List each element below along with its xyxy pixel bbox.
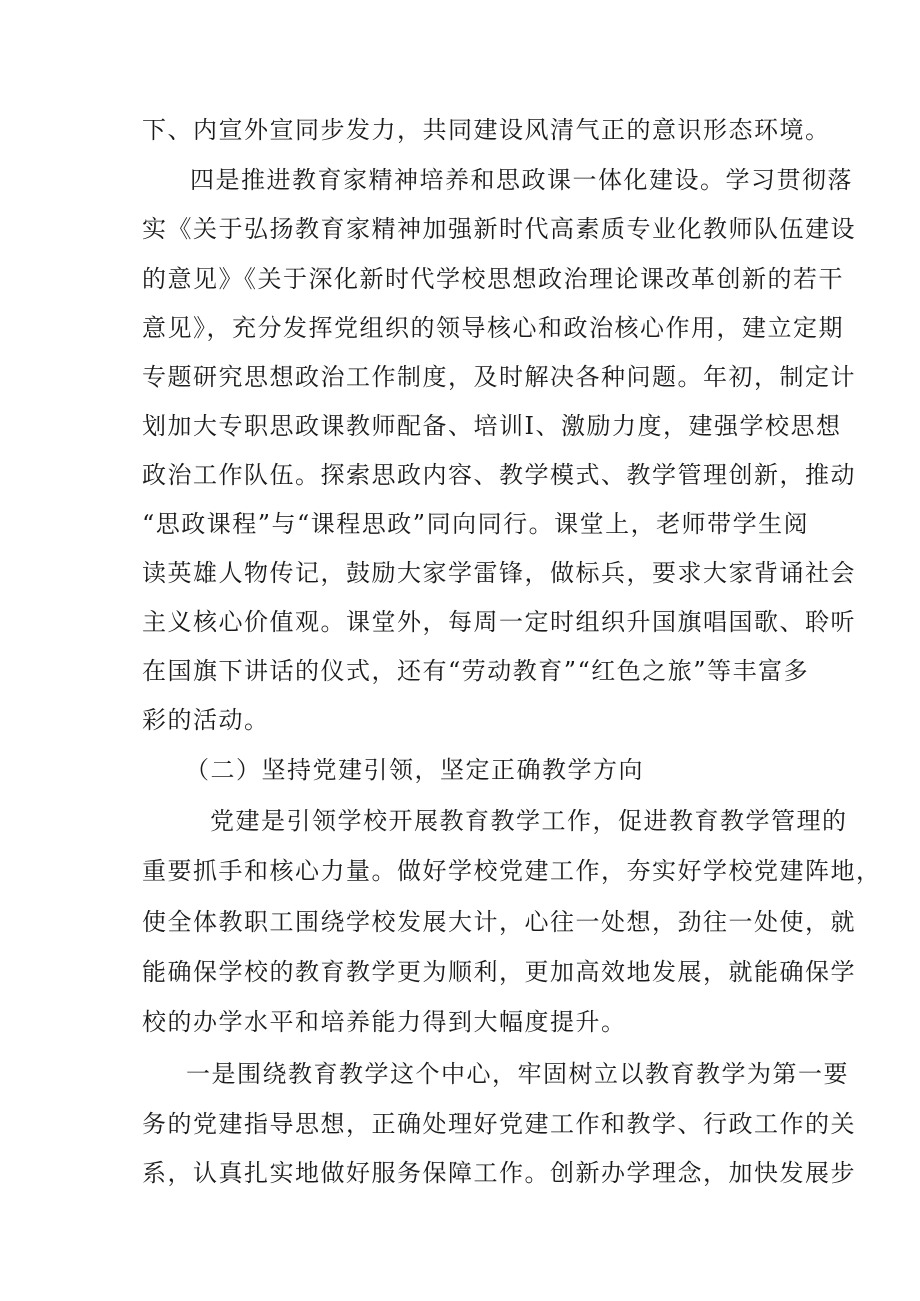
text-line: 务的党建指导思想，正确处理好党建工作和教学、行政工作的关 — [142, 1110, 856, 1138]
text-line: 政治工作队伍。探索思政内容、教学模式、教学管理创新，推动 — [142, 461, 856, 489]
text-line: 在国旗下讲话的仪式，还有“劳动教育”“红色之旅”等丰富多 — [142, 657, 810, 685]
text-line: 专题研究思想政治工作制度，及时解决各种问题。年初，制定计 — [142, 363, 856, 391]
text-line: 划加大专职思政课教师配备、培训I、激励力度，建强学校思想 — [142, 412, 842, 440]
text-line: 彩的活动。 — [142, 706, 270, 734]
text-line: 系，认真扎实地做好服务保障工作。创新办学理念，加快发展步 — [142, 1159, 856, 1187]
text-line: 读英雄人物传记，鼓励大家学雷锋，做标兵，要求大家背诵社会 — [142, 559, 856, 587]
text-line: 主义核心价值观。课堂外，每周一定时组织升国旗唱国歌、聆听 — [142, 608, 856, 636]
text-line: 下、内宣外宣同步发力，共同建设风清气正的意识形态环境。 — [142, 116, 831, 144]
text-line: 党建是引领学校开展教育教学工作，促进教育教学管理的 — [210, 807, 848, 835]
text-line: 四是推进教育家精神培养和思政课一体化建设。学习贯彻落 — [190, 166, 853, 194]
text-line: 实《关于弘扬教育家精神加强新时代高素质专业化教师队伍建设 — [142, 215, 856, 243]
text-line: 的意见》《关于深化新时代学校思想政治理论课改革创新的若干 — [142, 265, 844, 293]
text-line: “思政课程”与“课程思政”同向同行。课堂上，老师带学生阅 — [142, 510, 810, 538]
text-line: 校的办学水平和培养能力得到大幅度提升。 — [142, 1008, 627, 1036]
text-line: 使全体教职工围绕学校发展大计，心往一处想，劲往一处使，就 — [142, 908, 856, 936]
text-line: 重要抓手和核心力量。做好学校党建工作，夯实好学校党建阵地， — [142, 857, 882, 885]
text-line: 意见》，充分发挥党组织的领导核心和政治核心作用，建立定期 — [142, 314, 844, 342]
section-heading: （二）坚持党建引领，坚定正确教学方向 — [185, 756, 644, 784]
text-line: 能确保学校的教育教学更为顺利，更加高效地发展，就能确保学 — [142, 958, 856, 986]
text-line: 一是围绕教育教学这个中心，牢固树立以教育教学为第一要 — [186, 1060, 849, 1088]
